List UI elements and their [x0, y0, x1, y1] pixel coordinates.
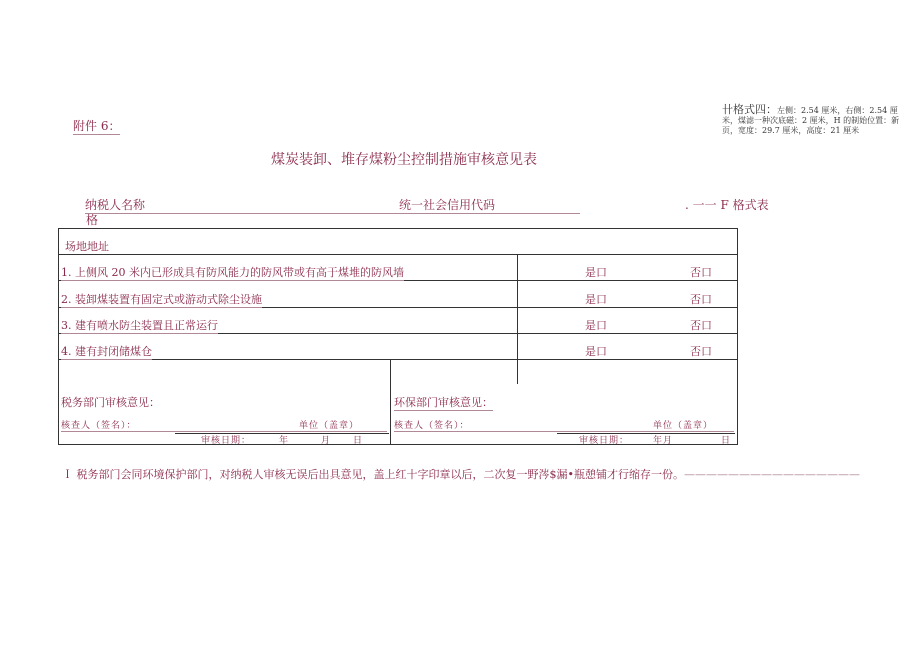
tax-dept-opinion-label: 税务部门审核意见：	[61, 396, 160, 409]
criterion-4: 4. 建有封闭储煤仓	[61, 345, 152, 358]
tax-dept-day: 日	[353, 436, 364, 446]
format-table-label: . 一一 F 格式表	[685, 198, 769, 212]
credit-code-label: 统一社会信用代码	[399, 198, 496, 212]
row-divider	[59, 359, 737, 360]
tax-dept-year: 年	[279, 436, 290, 446]
tax-dept-date-label: 审核日期：	[201, 436, 252, 446]
env-dept-reviewer-label: 核查人（签名）：	[394, 421, 470, 431]
criterion-3: 3. 建有喷水防尘装置且正常运行	[61, 319, 218, 332]
criterion-4-no-checkbox[interactable]: 否口	[690, 345, 712, 358]
page-title: 煤炭装卸、堆存煤粉尘控制措施审核意见表	[271, 152, 537, 168]
env-dept-date-label: 审核日期：	[579, 436, 630, 446]
taxpayer-name-field[interactable]	[85, 196, 580, 214]
taxpayer-name-label: 纳税人名称	[85, 198, 146, 212]
format-note-label: 卄格式四：	[722, 103, 777, 116]
format-note-text: 左侧：2.54 厘米，右侧：2.54 厘米，煤滤一种次底磁：2 厘米，H 的制始位置：新页，宽度：29.7 厘米，高度：21 厘米	[722, 106, 900, 135]
column-divider	[390, 359, 391, 445]
env-dept-opinion-label: 环保部门审核意见：	[394, 396, 493, 409]
criterion-2: 2. 装卸煤装置有固定式或游动式除尘设施	[61, 293, 262, 306]
criterion-4-yes-checkbox[interactable]: 是口	[585, 345, 607, 358]
criterion-3-no-checkbox[interactable]: 否口	[690, 319, 712, 332]
env-dept-year-month	[653, 433, 673, 446]
criterion-1-yes-checkbox[interactable]: 是口	[585, 266, 607, 279]
env-dept-year: 年	[653, 436, 664, 446]
footer-note	[62, 466, 860, 482]
env-dept-date-row[interactable]	[557, 433, 735, 446]
env-dept-month: 月	[663, 436, 674, 446]
ge-label: 格	[86, 213, 99, 227]
criterion-1: 1. 上侧风 20 米内已形成具有防风能力的防风带或有高于煤堆的防风墙	[61, 266, 404, 279]
tax-dept-reviewer-label: 核查人（签名）：	[61, 421, 137, 431]
criterion-2-no-checkbox[interactable]: 否口	[690, 293, 712, 306]
tax-dept-month: 月	[321, 436, 332, 446]
criterion-3-yes-checkbox[interactable]: 是口	[585, 319, 607, 332]
criterion-2-yes-checkbox[interactable]: 是口	[585, 293, 607, 306]
tax-dept-unit-label: 单位（盖章）	[299, 421, 360, 431]
tax-dept-reviewer-row[interactable]	[61, 418, 387, 432]
footer-note-text: Ｉ 税务部门会同环境保护部门，对纳税人审核无误后出具意见，盖上红十字印章以后，二次复一野涔$漏•瓶憩铺才行缩存一份。	[62, 468, 684, 481]
attachment-label: 附件 6：	[73, 119, 121, 133]
footer-dash-line: ————————————————	[683, 468, 860, 481]
env-dept-reviewer-row[interactable]	[394, 418, 734, 432]
env-dept-day: 日	[721, 436, 732, 446]
tax-dept-date-row[interactable]	[175, 433, 389, 446]
env-dept-unit-label: 单位（盖章）	[653, 421, 714, 431]
column-divider	[517, 254, 518, 384]
row-divider	[59, 254, 737, 255]
review-table	[58, 228, 738, 445]
criterion-1-no-checkbox[interactable]: 否口	[690, 266, 712, 279]
format-note	[722, 105, 912, 136]
site-address-label: 场地地址	[65, 240, 109, 253]
